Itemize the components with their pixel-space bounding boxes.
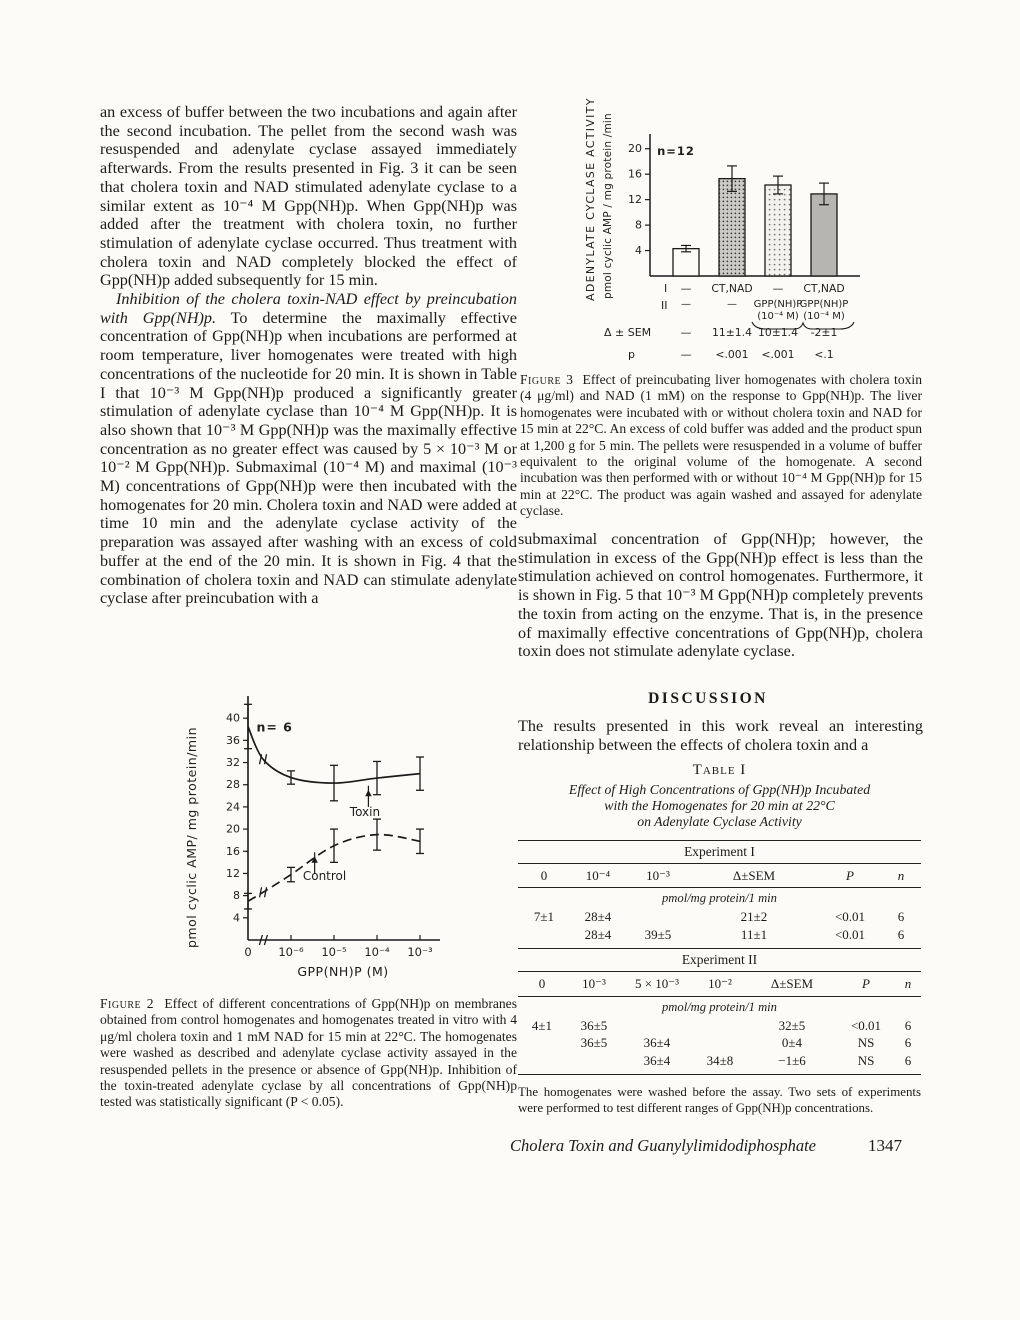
table-cell — [692, 1034, 748, 1052]
svg-text:Control: Control — [302, 869, 347, 884]
table-header-cell: Δ±SEM — [770, 976, 814, 992]
table-cell: <0.01 — [834, 909, 866, 925]
figure2-caption-text: Effect of different concentrations of Gpp(NH)p on membranes obtained from control homogenates and homogenates treated in vitro with 4 μg/ml cholera toxin and 1 mM NAD for 15 min at 22°C. The homogenates were washed as described and adenylate cyclase activity assayed in the resuspended pellets in the presence or absence of Gpp(NH)p. Inhibition of the toxin-treated adenylate cyclase by all concentrations of Gpp(NH)p tested was statistically significant (P < 0.05). — [100, 996, 518, 1110]
table-header-cell: n — [904, 976, 912, 992]
figure2-caption-label: Figure 2 — [100, 996, 155, 1011]
table-header-cell: 0 — [540, 867, 548, 883]
figure3-chart — [518, 97, 922, 368]
right-column-paragraph2 — [518, 717, 923, 754]
table-row — [518, 1052, 921, 1070]
fig3-condition1-value: CT,NAD — [711, 282, 753, 295]
svg-text:20: 20 — [628, 142, 642, 156]
left-column-text — [100, 103, 517, 608]
table-cell: 6 — [904, 1052, 912, 1068]
svg-text:16: 16 — [628, 167, 642, 181]
table-cell: 21±2 — [740, 909, 768, 925]
fig3-delta-sem-value: 11±1.4 — [712, 326, 752, 339]
table-cell — [518, 926, 570, 944]
paragraph-text: an excess of buffer between the two incubations and again after the second incubation. The pellet from the second wash was resuspended and adenylate cyclase assayed immediately afterwards. From the results presented in Fig. 3 it can be seen that cholera toxin and NAD stimulated adenylate cyclase to a similar extent as 10⁻⁴ M Gpp(NH)p. When Gpp(NH)p was added after the treatment with cholera toxin, no further stimulation of adenylate cyclase occurred. Thus treatment with cholera toxin and NAD completely blocked the effect of Gpp(NH)p added subsequently for 15 min. — [100, 103, 517, 290]
experiment-name: Experiment I — [684, 843, 755, 859]
figure2-x-axis-label: GPP(NH)P (M) — [297, 964, 389, 979]
page-footer — [510, 1136, 902, 1156]
figure3-caption-text: Effect of preincubating liver homogenates with cholera toxin (4 μg/ml) and NAD (1 mM) on the response to Gpp(NH)p. The liver homogenates were incubated with or without cholera toxin and NAD for 15 min at 22°C. An excess of cold buffer was added and the product spun at 1,200 g for 5 min. The pellets were resuspended in a volume of buffer equivalent to the original volume of the homogenate. A second incubation was then performed with or without 10⁻⁴ M Gpp(NH)p for 15 min at 22°C. The product was again washed and assayed for adenylate cyclase. — [520, 372, 922, 519]
fig3-p-value: <.001 — [761, 348, 795, 361]
fig3-condition2-concentration: (10⁻⁴ M) — [803, 311, 845, 322]
svg-text:8: 8 — [233, 889, 240, 903]
table-header-cell: P — [846, 867, 854, 883]
table-cell: −1±6 — [778, 1052, 806, 1068]
svg-text:24: 24 — [226, 800, 240, 814]
fig3-condition1-value: — — [772, 282, 784, 295]
table-header-cell: Δ±SEM — [732, 867, 776, 883]
table-cell: 36±4 — [643, 1052, 671, 1068]
svg-text:10⁻⁴: 10⁻⁴ — [364, 945, 390, 959]
table-cell: 34±8 — [706, 1052, 734, 1068]
svg-text:n= 6: n= 6 — [256, 719, 293, 735]
fig3-condition2-concentration: (10⁻⁴ M) — [757, 311, 799, 322]
paragraph-text: submaximal concentration of Gpp(NH)p; however, the stimulation in excess of the Gpp(NH)p effect is less than the stimulation achieved on control homogenates. Furthermore, it is shown in Fig. 5 that 10⁻³ M Gpp(NH)p completely prevents the toxin from acting on the enzyme. That is, in the presence of maximally effective concentrations of Gpp(NH)p, cholera toxin does not stimulate adenylate cyclase. — [518, 530, 924, 661]
figure2-plot-svg — [218, 688, 468, 960]
right-column-paragraph1 — [518, 530, 923, 661]
table-cell: 39±5 — [644, 926, 672, 942]
fig3-row-label-p: p — [628, 348, 635, 361]
fig3-condition1-value: CT,NAD — [803, 282, 845, 295]
table-cell — [518, 1052, 566, 1070]
table-cell: 28±4 — [584, 926, 612, 942]
table1-body — [518, 840, 921, 1076]
table-cell: 6 — [904, 1017, 912, 1033]
svg-text:0: 0 — [244, 945, 252, 959]
svg-text:4: 4 — [635, 244, 642, 258]
page-number: 1347 — [868, 1136, 902, 1155]
svg-text:16: 16 — [226, 844, 240, 858]
table-row — [518, 908, 921, 926]
table-cell: 6 — [897, 909, 905, 925]
table1-caption-line3: on Adenylate Cyclase Activity — [637, 814, 802, 830]
table-row — [518, 1017, 921, 1035]
table-header-row — [518, 864, 921, 888]
table-rule — [518, 1074, 921, 1075]
table-cell: 28±4 — [584, 909, 612, 925]
fig3-condition2-value: GPP(NH)P — [799, 299, 849, 310]
table1-footnote: The homogenates were washed before the assay. Two sets of experiments were performed to test different ranges of Gpp(NH)p concentrations. — [518, 1085, 921, 1116]
table-units-label: pmol/mg protein/1 min — [662, 999, 777, 1014]
table1-title: Table I — [692, 762, 747, 778]
fig3-condition2-value: GPP(NH)P — [753, 299, 803, 310]
table-header-cell: P — [862, 976, 870, 992]
table-header-cell: 0 — [538, 976, 546, 992]
fig3-p-value: <.001 — [715, 348, 749, 361]
figure3-caption — [520, 372, 922, 520]
fig3-row-label-II: II — [661, 299, 668, 312]
table-cell: 0±4 — [781, 1035, 803, 1051]
experiment-name: Experiment II — [681, 952, 758, 968]
table-header-cell: 10⁻³ — [582, 976, 606, 992]
paragraph — [100, 103, 517, 290]
table-cell: <0.01 — [850, 1017, 882, 1033]
figure3-caption-label: Figure 3 — [520, 372, 574, 387]
fig3-delta-sem-value: 10±1.4 — [758, 326, 798, 339]
fig3-condition2-value: — — [727, 299, 737, 310]
svg-text:36: 36 — [226, 733, 240, 747]
table-cell: <0.01 — [834, 926, 866, 942]
table-cell — [626, 908, 690, 926]
svg-text:20: 20 — [226, 822, 240, 836]
table-cell: 6 — [904, 1035, 912, 1051]
table-cell: 36±5 — [580, 1017, 608, 1033]
fig3-brace — [750, 320, 856, 332]
svg-text:10⁻³: 10⁻³ — [407, 945, 433, 959]
table1 — [518, 762, 921, 1117]
paragraph — [100, 290, 517, 608]
table-cell: NS — [857, 1052, 875, 1068]
table-row — [518, 926, 921, 944]
svg-text:n=12: n=12 — [657, 144, 695, 159]
fig3-row-label-delta-sem: Δ ± SEM — [604, 326, 652, 339]
fig3-condition1-value: — — [680, 282, 692, 295]
svg-text:32: 32 — [226, 756, 240, 770]
figure2-y-axis-label: pmol cyclic AMP/ mg protein/min — [184, 727, 199, 948]
svg-text:10⁻⁶: 10⁻⁶ — [278, 945, 304, 959]
figure3-y-axis-label-line2: pmol cyclic AMP / mg protein /min — [602, 113, 614, 299]
svg-text:10⁻⁵: 10⁻⁵ — [321, 945, 347, 959]
table-cell: NS — [857, 1035, 875, 1051]
table-cell: 4±1 — [531, 1017, 553, 1033]
svg-text:8: 8 — [635, 218, 642, 232]
table-cell: 32±5 — [778, 1017, 806, 1033]
table-header-cell: 5 × 10⁻³ — [634, 976, 680, 992]
table-cell: 36±5 — [580, 1035, 608, 1051]
table-cell — [518, 1034, 566, 1052]
table-row — [518, 1034, 921, 1052]
figure3-annotation-rows — [518, 97, 922, 368]
figure3-y-axis-label-line1: ADENYLATE CYCLASE ACTIVITY — [584, 97, 597, 301]
fig3-delta-sem-value: — — [680, 326, 692, 339]
svg-text:12: 12 — [628, 193, 642, 207]
paragraph-text: To determine the maximally effective concentration of Gpp(NH)p when incubations are performed at room temperature, liver homogenates were treated with high concentrations of the nucleotide for 20 min. It is shown in Table I that 10⁻³ M Gpp(NH)p produced a significantly greater stimulation of adenylate cyclase than 10⁻⁴ M Gpp(NH)p. It is also shown that 10⁻³ M Gpp(NH)p was the maximally effective concentration as no greater effect was caused by 5 × 10⁻³ M or 10⁻² M Gpp(NH)p. Submaximal (10⁻⁴ M) and maximal (10⁻³ M) concentrations of Gpp(NH)p were then incubated with the homogenates for 20 min. Cholera toxin and NAD were added at time 10 min and the adenylate cyclase activity of the preparation was assayed after washing with an excess of cold buffer at the end of the 20 min. It is shown in Fig. 4 that the combination of cholera toxin and NAD can stimulate adenylate cyclase after preincubation with a — [100, 308, 517, 608]
table1-caption-line2: with the Homogenates for 20 min at 22°C — [604, 798, 835, 814]
table-cell: 7±1 — [533, 909, 555, 925]
figure2-chart — [148, 688, 493, 1000]
table-cell — [622, 1017, 692, 1035]
table-cell: 11±1 — [740, 926, 768, 942]
table-cell: 36±4 — [643, 1035, 671, 1051]
paragraph-text: The results presented in this work reveal an interesting relationship between the effects of cholera toxin and a — [518, 717, 923, 754]
svg-text:4: 4 — [233, 911, 240, 925]
table-units-label: pmol/mg protein/1 min — [662, 891, 777, 906]
fig3-row-label-I: I — [664, 282, 668, 295]
table-header-cell: n — [897, 867, 905, 883]
table-cell — [566, 1052, 622, 1070]
table-header-cell: 10⁻⁴ — [585, 867, 611, 883]
fig3-p-value: — — [680, 348, 692, 361]
figure2-caption — [100, 996, 517, 1111]
running-title: Cholera Toxin and Guanylylimidodiphosphate — [510, 1136, 817, 1155]
svg-text:28: 28 — [226, 778, 240, 792]
table-cell: 6 — [897, 926, 905, 942]
fig3-condition2-value: — — [681, 299, 691, 310]
table-header-cell: 10⁻² — [708, 976, 732, 992]
fig3-p-value: <.1 — [814, 348, 834, 361]
paragraph-lead-italic: Inhibition of the cholera toxin-NAD effect by preincubation with Gpp(NH)p. — [100, 290, 517, 327]
discussion-heading: DISCUSSION — [648, 690, 768, 707]
table-header-cell: 10⁻³ — [646, 867, 670, 883]
table-header-row — [518, 972, 921, 996]
svg-text:12: 12 — [226, 866, 240, 880]
table1-caption-line1: Effect of High Concentrations of Gpp(NH)p Incubated — [568, 782, 871, 797]
svg-text:Toxin: Toxin — [349, 804, 381, 819]
svg-text:40: 40 — [226, 711, 240, 725]
table-cell — [692, 1017, 748, 1035]
fig3-delta-sem-value: -2±1 — [810, 326, 838, 339]
